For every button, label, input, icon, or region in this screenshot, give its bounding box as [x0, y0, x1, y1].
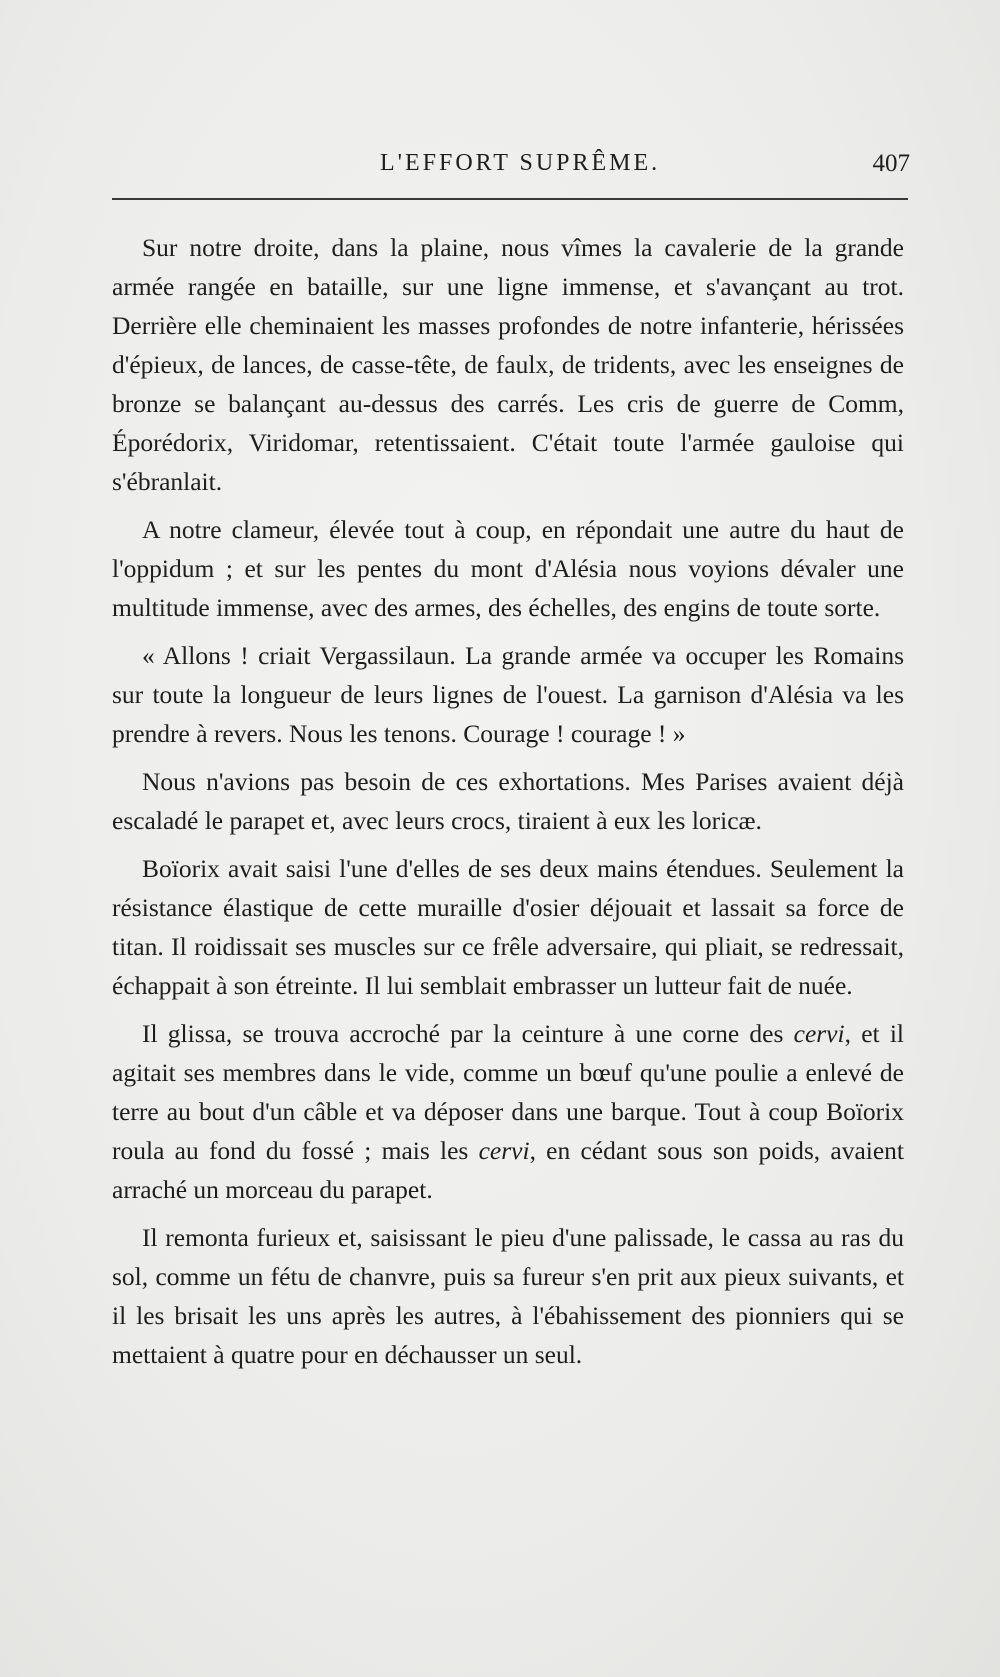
- paragraph-5: Boïorix avait saisi l'une d'elles de ses deux mains étendues. Seulement la résistance élastique de cette muraille d'osier déjouait et lassait sa force de titan. Il roidissait ses muscles sur ce frêle adversaire, qui pliait, se redressait, échappait à son étreinte. Il lui semblait embrasser un lutteur fait de nuée.: [112, 854, 904, 1000]
- paragraph-6-part-2: , et il agitait ses membres dans le vide, comme un bœuf qu'une poulie a enlevé de terre au bout d'un câble et va déposer dans une barque. Tout à coup Boïorix roula au fond du fossé ; mais les: [112, 1019, 905, 1165]
- paragraph-6-part-3: , en cédant sous son poids, avaient arraché un morceau du parapet.: [112, 1136, 904, 1204]
- paragraph-6-part-1: Il glissa, se trouva accroché par la ceinture à une corne des: [142, 1019, 794, 1048]
- italic-cervi-2: cervi: [478, 1136, 530, 1165]
- body-text: [112, 228, 904, 1383]
- running-title: L'EFFORT SUPRÊME.: [380, 150, 661, 176]
- paragraph-7: Il remonta furieux et, saisissant le pieu d'une palissade, le cassa au ras du sol, comme un fétu de chanvre, puis sa fureur s'en prit aux pieux suivants, et il les brisait les uns après les autres, à l'ébahissement des pionniers qui se mettaient à quatre pour en déchausser un seul.: [112, 1223, 904, 1369]
- paragraph-1: Sur notre droite, dans la plaine, nous vîmes la cavalerie de la grande armée rangée en bataille, sur une ligne immense, et s'avançant au trot. Derrière elle cheminaient les masses profondes de notre infanterie, hérissées d'épieux, de lances, de casse-tête, de faulx, de tridents, avec les enseignes de bronze se balançant au-dessus des carrés. Les cris de guerre de Comm, Éporédorix, Viridomar, retentissaient. C'était toute l'armée gauloise qui s'ébranlait.: [112, 233, 904, 496]
- header-rule: [112, 198, 908, 200]
- paragraph-3: « Allons ! criait Vergassilaun. La grande armée va occuper les Romains sur toute la longueur de leurs lignes de l'ouest. La garnison d'Alésia va les prendre à revers. Nous les tenons. Courage ! courage ! »: [112, 641, 904, 748]
- italic-cervi-1: cervi: [793, 1019, 845, 1048]
- paragraph-4: Nous n'avions pas besoin de ces exhortations. Mes Parises avaient déjà escaladé le parapet et, avec leurs crocs, tiraient à eux les loricæ.: [112, 767, 904, 835]
- paragraph-2: A notre clameur, élevée tout à coup, en répondait une autre du haut de l'oppidum ; et sur les pentes du mont d'Alésia nous voyions dévaler une multitude immense, avec des armes, des échelles, des engins de toute sorte.: [112, 515, 904, 622]
- running-head: [110, 150, 910, 190]
- paragraph-6: [112, 1014, 904, 1209]
- page-number: 407: [872, 150, 910, 177]
